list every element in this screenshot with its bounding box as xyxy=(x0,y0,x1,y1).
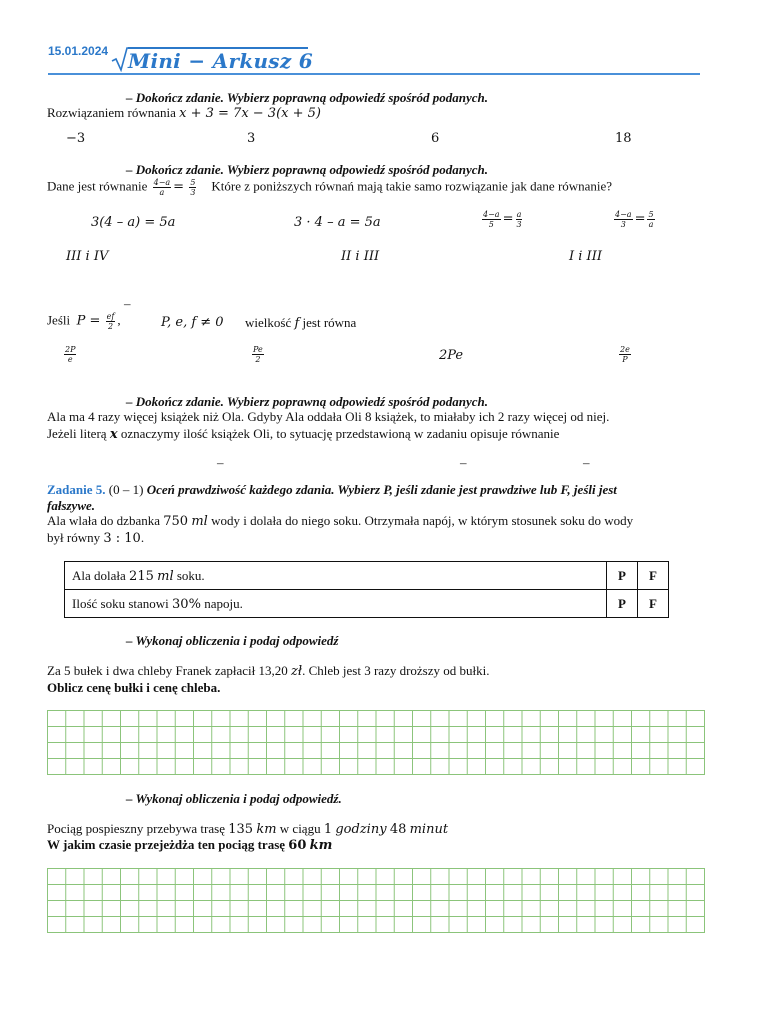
q7-text-a: Pociąg pospieszny przebywa trasę xyxy=(47,821,225,836)
q5-points: (0 – 1) xyxy=(108,482,144,497)
q6-instruction: – Wykonaj obliczenia i podaj odpowiedź xyxy=(126,633,339,648)
q3-suffix-a: wielkość xyxy=(245,315,292,330)
true-option[interactable]: P xyxy=(607,562,638,590)
q1-answer-d: 18 xyxy=(615,131,632,146)
fraction-denominator: 3 xyxy=(620,220,626,229)
fraction xyxy=(482,210,501,229)
fraction-numerator: 4−a xyxy=(483,210,500,219)
fraction-numerator: ef xyxy=(106,312,115,321)
q5-header xyxy=(47,482,617,498)
table-row xyxy=(65,590,669,618)
q4-line-2b: oznaczymy ilość książek Oli, to sytuację przedstawioną w zadaniu opisuje równanie xyxy=(120,426,560,441)
q2-instruction: – Dokończ zdanie. Wybierz poprawną odpowiedź spośród podanych. xyxy=(126,162,488,177)
q6-text-b: . Chleb jest 3 razy droższy od bułki. xyxy=(302,663,490,678)
q4-dash-1: – xyxy=(217,455,224,470)
q5-text-2 xyxy=(47,530,144,546)
false-option[interactable]: F xyxy=(638,590,669,618)
q3-prefix: Jeśli xyxy=(47,312,71,328)
fraction-denominator: 3 xyxy=(516,220,522,229)
fraction-denominator: 2 xyxy=(255,355,261,364)
q2-equation-2: 3 · 4 – a = 5a xyxy=(294,215,381,230)
q1-answer-b: 3 xyxy=(247,131,256,146)
q6-currency: zł xyxy=(291,664,303,679)
q3-dash: – xyxy=(124,296,131,311)
q4-dash-2: – xyxy=(460,455,467,470)
fraction-numerator: 5 xyxy=(190,178,196,187)
q3-suffix-var: f xyxy=(294,316,300,331)
q5-label: Zadanie 5. xyxy=(47,482,106,497)
q3-p-equals: P = xyxy=(76,313,101,329)
q5-text-1-unit: ml xyxy=(191,514,208,529)
q6-question: Oblicz cenę bułki i cenę chleba. xyxy=(47,680,221,695)
q7-hours-unit: godziny xyxy=(335,822,387,837)
fraction xyxy=(515,210,522,229)
answer-grid-q7[interactable] xyxy=(47,868,705,933)
statement-text-b: napoju. xyxy=(204,595,243,611)
q7-distance: 135 xyxy=(228,822,254,837)
q4-line-2a: Jeżeli literą xyxy=(47,426,107,441)
q1-equation: x + 3 = 7x − 3(x + 5) xyxy=(179,106,321,121)
fraction-denominator: e xyxy=(67,355,73,364)
statement-cell xyxy=(65,590,607,618)
q3-suffix-b: jest równa xyxy=(302,315,357,330)
header-divider xyxy=(48,73,700,75)
q5-text-2b: . xyxy=(140,530,145,545)
statement-cell xyxy=(65,562,607,590)
q7-hours: 1 xyxy=(323,822,333,837)
q7-question-a: W jakim czasie przejeżdża ten pociąg trasę xyxy=(47,837,286,852)
statement-number: 215 xyxy=(129,568,154,584)
fraction-numerator: Pe xyxy=(253,345,263,354)
q2-equation-1: 3(4 – a) = 5a xyxy=(91,215,176,230)
fraction-numerator: 4−a xyxy=(153,178,171,187)
q4-line-2 xyxy=(47,426,559,442)
q7-text xyxy=(47,821,448,837)
q1-instruction: – Dokończ zdanie. Wybierz poprawną odpowiedź spośród podanych. xyxy=(126,90,488,105)
fraction-denominator: 5 xyxy=(488,220,494,229)
fraction-numerator: 4−a xyxy=(615,210,632,219)
statement-unit: ml xyxy=(157,568,174,584)
q7-question xyxy=(47,837,332,853)
q5-text-1b: wody i dolała do niego soku. Otrzymała napój, w którym stosunek soku do wody xyxy=(211,513,634,528)
q3-condition: P, e, f ≠ 0 xyxy=(161,315,224,330)
table-row xyxy=(65,562,669,590)
fraction-denominator: 2 xyxy=(107,322,114,331)
fraction xyxy=(64,345,76,364)
fraction-numerator: 2e xyxy=(620,345,630,354)
q4-instruction: – Dokończ zdanie. Wybierz poprawną odpowiedź spośród podanych. xyxy=(126,394,488,409)
q1-answer-c: 6 xyxy=(431,131,440,146)
q3-answer-a xyxy=(62,345,78,364)
q1-prompt-text: Rozwiązaniem równania xyxy=(47,105,176,120)
q2-equation-4: $\frac{4-a}{3}$ = $\frac{5}{a}$ xyxy=(615,210,654,229)
q1-answer-a: −3 xyxy=(66,131,86,146)
q5-text-1a: Ala wlała do dzbanka xyxy=(47,513,160,528)
q2-answer-a: III i IV xyxy=(66,249,109,264)
q3-answer-c: 2Pe xyxy=(439,348,464,363)
q5-text-1 xyxy=(47,513,633,529)
q6-text xyxy=(47,663,490,679)
q5-instruction-2: fałszywe. xyxy=(47,498,96,513)
true-option[interactable]: P xyxy=(607,590,638,618)
fraction xyxy=(619,345,631,364)
q2-prompt-start: Dane jest równanie xyxy=(47,178,148,194)
statement-text-b: soku. xyxy=(176,567,205,583)
q3-answer-d xyxy=(617,345,633,364)
q7-text-b: w ciągu xyxy=(279,821,321,836)
q7-question-num: 60 xyxy=(288,838,307,853)
q2-prompt: Dane jest równanie $\frac{4-a}{a}$ = $\frac{5}{3}$ Które z poniższych równań mają takie samo rozwiązanie jak dane równanie? xyxy=(47,178,613,197)
fraction xyxy=(647,210,654,229)
q2-equation-3: $\frac{4-a}{5}$ = $\frac{a}{3}$ xyxy=(483,210,522,229)
fraction-denominator: P xyxy=(622,355,628,364)
q2-answer-c: I i III xyxy=(569,249,602,264)
fraction-denominator: a xyxy=(648,220,654,229)
worksheet-date: 15.01.2024 xyxy=(48,44,109,58)
q2-fraction-right xyxy=(189,178,196,197)
q5-instruction-1: Oceń prawdziwość każdego zdania. Wybierz P, jeśli zdanie jest prawdziwe lub F, jeśli jest xyxy=(146,482,617,497)
q7-instruction: – Wykonaj obliczenia i podaj odpowiedź. xyxy=(126,791,342,806)
q5-text-1-num: 750 xyxy=(163,514,189,529)
fraction-numerator: a xyxy=(516,210,522,219)
q3-suffix xyxy=(245,315,356,331)
q3-statement: Jeśli P = $\frac{ef}{2}$ , xyxy=(47,312,121,331)
q7-question-unit: km xyxy=(309,838,333,853)
false-option[interactable]: F xyxy=(638,562,669,590)
q5-text-2a: był równy xyxy=(47,530,101,545)
fraction xyxy=(252,345,264,364)
q2-prompt-end: Które z poniższych równań mają takie samo rozwiązanie jak dane równanie? xyxy=(211,178,613,194)
q7-minutes: 48 xyxy=(389,822,407,837)
true-false-table xyxy=(64,561,669,618)
q5-ratio: 3 : 10 xyxy=(103,531,141,546)
statement-text-a: Ala dolała xyxy=(72,567,126,583)
q4-dash-3: – xyxy=(583,455,590,470)
q3-answer-b xyxy=(250,345,266,364)
q7-distance-unit: km xyxy=(256,822,277,837)
q3-fraction xyxy=(106,312,116,331)
answer-grid-q6[interactable] xyxy=(47,710,705,775)
q2-answer-b: II i III xyxy=(341,249,380,264)
q4-variable: x xyxy=(109,427,118,442)
q4-line-1: Ala ma 4 razy więcej książek niż Ola. Gdyby Ala oddała Oli 8 książek, to miałaby ich 2 razy więcej od niej. xyxy=(47,409,610,424)
q7-minutes-unit: minut xyxy=(409,822,449,837)
fraction-denominator: a xyxy=(159,188,165,197)
q6-text-a: Za 5 bułek i dwa chleby Franek zapłacił 13,20 xyxy=(47,663,288,678)
statement-number: 30% xyxy=(172,596,201,612)
fraction-denominator: 3 xyxy=(190,188,196,197)
fraction xyxy=(614,210,633,229)
worksheet-title: Mini − Arkusz 6 xyxy=(128,49,314,73)
fraction-numerator: 5 xyxy=(648,210,654,219)
statement-text-a: Ilość soku stanowi xyxy=(72,595,169,611)
q2-fraction-left xyxy=(153,178,172,197)
q1-prompt xyxy=(47,105,321,121)
fraction-numerator: 2P xyxy=(65,345,76,354)
